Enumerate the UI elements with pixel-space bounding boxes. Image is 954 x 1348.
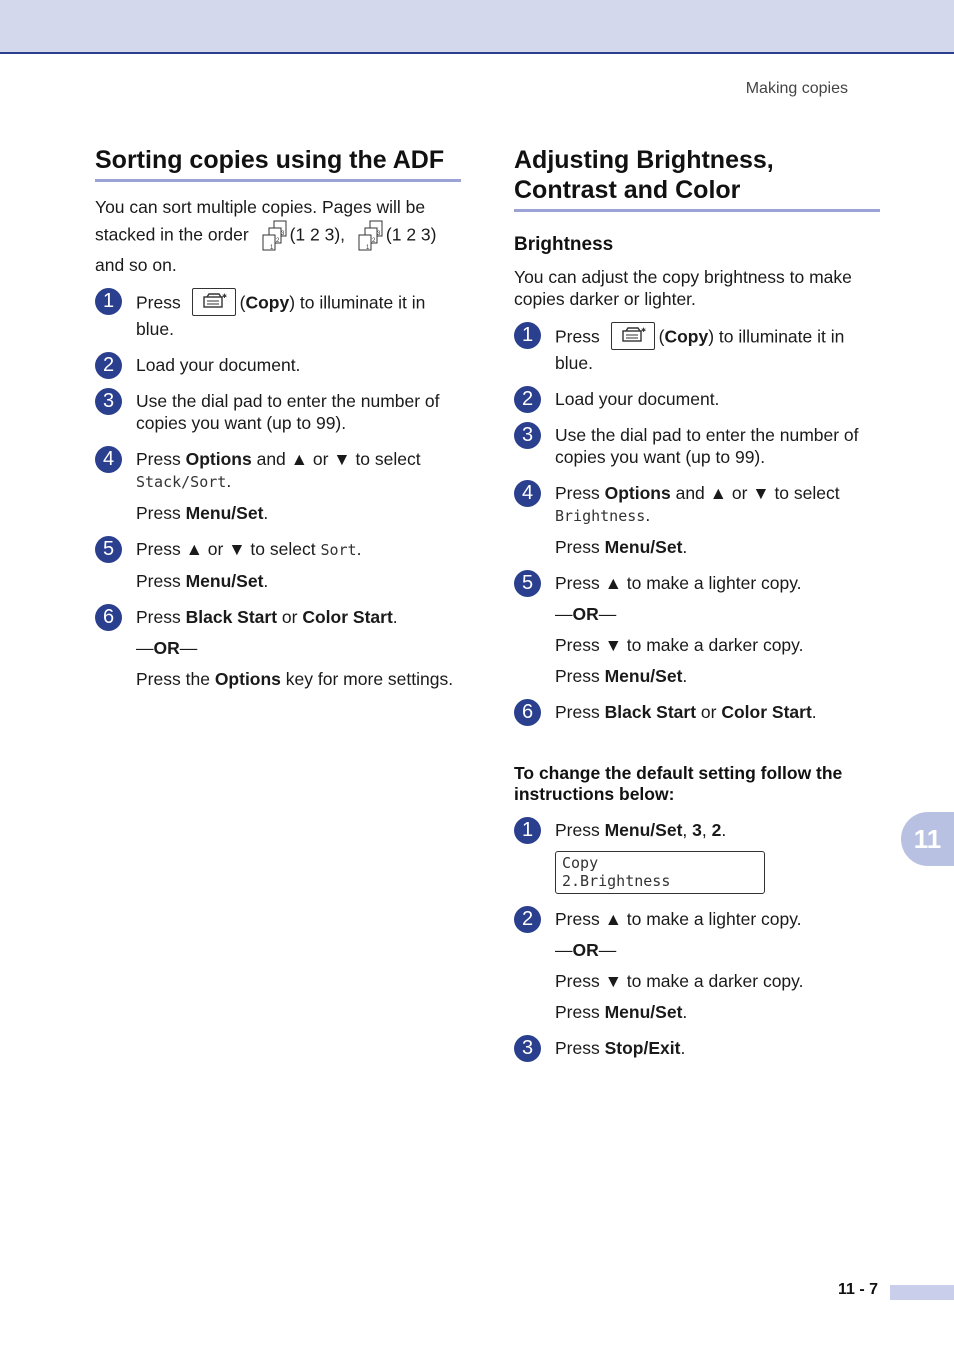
header-bar	[0, 0, 954, 54]
step: 1 Press ✱ (Copy) to illuminate it in blue.	[514, 324, 880, 374]
sorting-intro	[95, 196, 461, 276]
or-separator: OR	[153, 638, 180, 658]
copy-label: Copy	[245, 292, 290, 313]
svg-text:2: 2	[371, 238, 376, 244]
step: 2 Press ▲ to make a lighter copy. —OR— Press ▼ to make a darker copy. Press Menu/Set.	[514, 908, 880, 1023]
key-label: Black Start	[185, 607, 278, 627]
order-text-end: (1 2 3) and so on.	[95, 224, 437, 275]
step: 3 Press Stop/Exit.	[514, 1037, 880, 1059]
step: 4 Press Options and ▲ or ▼ to select Stack/Sort. Press Menu/Set.	[95, 448, 461, 524]
lcd-option: Sort	[320, 541, 357, 559]
stacked-pages-icon	[260, 218, 290, 254]
stacked-pages-icon	[356, 218, 386, 254]
step-text: Press	[136, 607, 181, 627]
key-label: Color Start	[721, 702, 812, 722]
right-column	[514, 145, 880, 1073]
step-text: Press ▲ to make a lighter copy.	[555, 909, 802, 929]
svg-text:2: 2	[275, 238, 279, 244]
step-number: 1	[514, 817, 541, 844]
step-number: 2	[514, 386, 541, 413]
lcd-line: 2.Brightness	[562, 872, 671, 890]
step	[95, 354, 461, 376]
step-text: Press	[555, 666, 600, 686]
step-number: 3	[95, 388, 122, 415]
running-head: Making copies	[745, 80, 848, 97]
step-text: Press	[555, 483, 600, 503]
step-text: Load your document.	[136, 355, 301, 375]
subsection-title: Brightness	[514, 234, 614, 255]
step: 4 Press Options and ▲ or ▼ to select Brightness. Press Menu/Set.	[514, 482, 880, 558]
lcd-display	[555, 851, 765, 894]
step-text: Press the	[136, 669, 210, 689]
step-text: Press	[136, 571, 181, 591]
key-label: 3	[692, 820, 702, 840]
svg-text:3: 3	[280, 231, 284, 237]
svg-text:3: 3	[376, 231, 381, 237]
step-number: 2	[514, 906, 541, 933]
step: 1 Press ✱ (Copy) to illuminate it in blue.	[95, 290, 461, 340]
svg-text:1: 1	[269, 245, 273, 251]
step-text: Press ▲ or ▼ to select	[136, 539, 316, 559]
step-text: Use the dial pad to enter the number of copies you want (up to 99).	[136, 391, 440, 433]
key-label: Options	[214, 669, 281, 689]
step	[514, 388, 880, 410]
left-column	[95, 145, 461, 704]
step-text: Press ▼ to make a darker copy.	[555, 635, 804, 655]
step-number: 6	[514, 699, 541, 726]
step-text: and ▲ or ▼ to select	[675, 483, 840, 503]
key-label: Menu/Set	[185, 503, 264, 523]
key-label: Menu/Set	[185, 571, 264, 591]
step-number: 6	[95, 604, 122, 631]
default-setting-heading: To change the default setting follow the instructions below:	[514, 763, 843, 804]
lcd-line: Copy	[562, 854, 599, 872]
step-text: Press	[136, 503, 181, 523]
step-text: ) to illuminate it in blue.	[555, 326, 845, 373]
step: 6 Press Black Start or Color Start. —OR— Press the Options key for more settings.	[95, 606, 461, 690]
step-number: 3	[514, 422, 541, 449]
step-number: 4	[514, 480, 541, 507]
step-text: Use the dial pad to enter the number of copies you want (up to 99).	[555, 425, 859, 467]
lcd-option: Stack/Sort	[136, 473, 227, 491]
key-label: Color Start	[302, 607, 393, 627]
key-label: Menu/Set	[604, 666, 683, 686]
step: 5 Press ▲ to make a lighter copy. —OR— Press ▼ to make a darker copy. Press Menu/Set.	[514, 572, 880, 687]
intro-text: You can sort multiple copies. Pages will be stacked in the order	[95, 197, 426, 245]
key-label: Menu/Set	[604, 1002, 683, 1022]
step	[95, 390, 461, 434]
page-number-bar	[890, 1285, 954, 1300]
step	[514, 424, 880, 468]
key-label: Menu/Set	[604, 537, 683, 557]
key-label: Black Start	[604, 702, 697, 722]
svg-text:✱: ✱	[640, 328, 646, 334]
step-text: Press	[136, 292, 181, 313]
step-text: Load your document.	[555, 389, 720, 409]
step-text: Press ▼ to make a darker copy.	[555, 971, 804, 991]
step-text: Press	[555, 1002, 600, 1022]
key-label: Menu/Set	[604, 820, 683, 840]
step-text: Press	[555, 820, 600, 840]
step-text: ) to illuminate it in blue.	[136, 292, 426, 339]
or-separator: OR	[572, 940, 599, 960]
key-label: 2	[711, 820, 722, 840]
key-label: Options	[185, 449, 252, 469]
copy-label: Copy	[664, 326, 709, 347]
step-text: Press	[555, 1038, 600, 1058]
key-label: Stop/Exit	[604, 1038, 681, 1058]
section-title-sorting: Sorting copies using the ADF	[95, 145, 461, 182]
brightness-intro: You can adjust the copy brightness to make copies darker or lighter.	[514, 267, 852, 309]
copy-key-icon	[192, 288, 236, 316]
step-text: or	[281, 607, 298, 627]
page-number: 11 - 7	[838, 1281, 879, 1298]
or-separator: OR	[572, 604, 599, 624]
step-text: Press	[555, 326, 600, 347]
step-text: or	[700, 702, 717, 722]
svg-text:1: 1	[365, 245, 370, 251]
step-text: and ▲ or ▼ to select	[256, 449, 421, 469]
step-text: Press	[136, 449, 181, 469]
step-number: 1	[514, 322, 541, 349]
step-number: 5	[95, 536, 122, 563]
key-label: Options	[604, 483, 671, 503]
lcd-option: Brightness	[555, 507, 646, 525]
step-text: Press ▲ to make a lighter copy.	[555, 573, 802, 593]
copy-key-icon	[611, 322, 655, 350]
step: 1 Press Menu/Set, 3, 2. Copy 2.Brightness	[514, 819, 880, 894]
order-text: (1 2 3),	[289, 224, 346, 245]
step-text: key for more settings.	[285, 669, 454, 689]
step-text: Press	[555, 537, 600, 557]
step: 5 Press ▲ or ▼ to select Sort. Press Menu/Set.	[95, 538, 461, 592]
step-number: 5	[514, 570, 541, 597]
step-number: 3	[514, 1035, 541, 1062]
step-number: 2	[95, 352, 122, 379]
chapter-tab: 11	[901, 812, 954, 866]
step-number: 4	[95, 446, 122, 473]
step: 6 Press Black Start or Color Start.	[514, 701, 880, 723]
section-title-brightness: Adjusting Brightness, Contrast and Color	[514, 145, 880, 212]
step-number: 1	[95, 288, 122, 315]
step-text: Press	[555, 702, 600, 722]
svg-text:✱: ✱	[221, 294, 227, 300]
